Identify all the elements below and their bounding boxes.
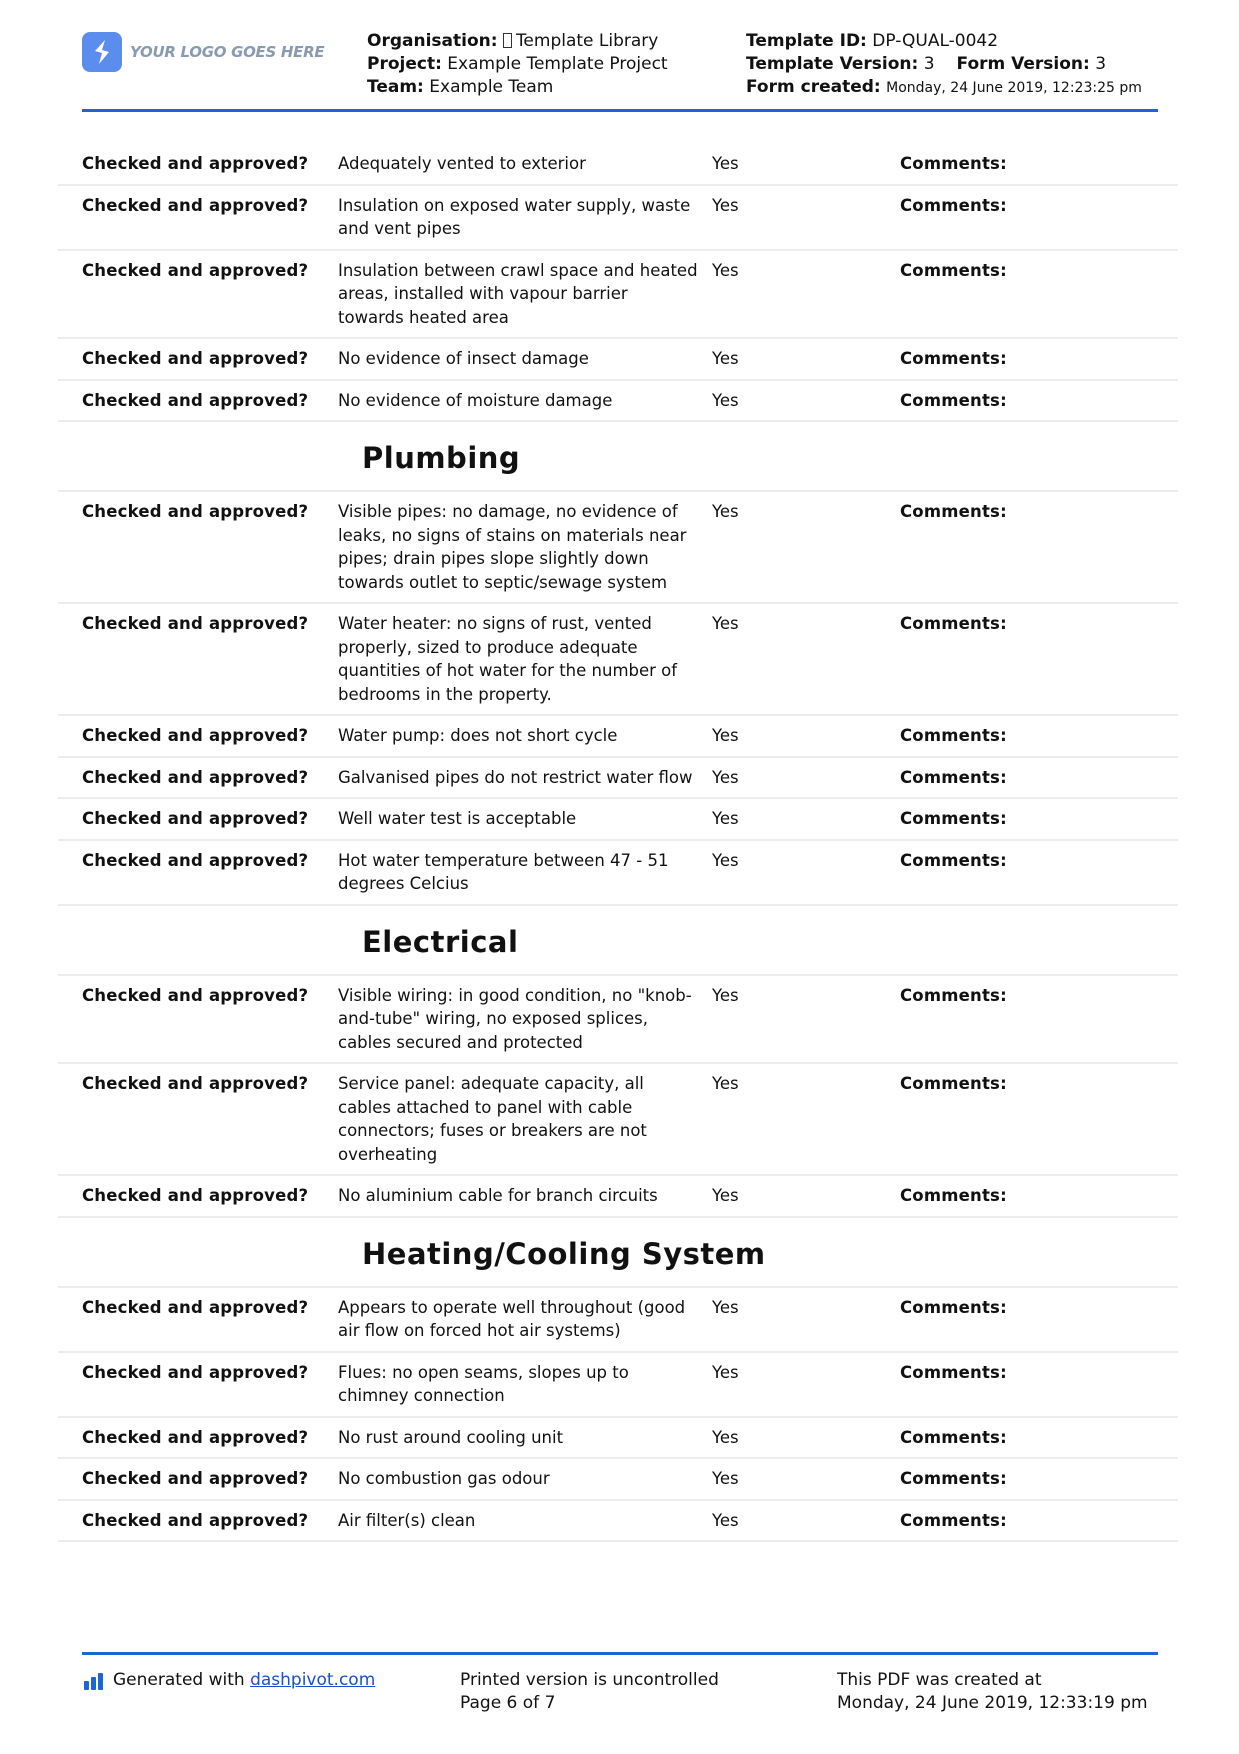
checklist-group-electrical	[58, 978, 1178, 1218]
logo-text: YOUR LOGO GOES HERE	[130, 43, 325, 61]
checklist-row	[58, 253, 1178, 340]
checked-approved-label: Checked and approved?	[82, 1074, 309, 1093]
checked-approved-label: Checked and approved?	[82, 260, 309, 280]
section-heading-row	[58, 424, 1178, 492]
checklist-row	[58, 341, 1178, 381]
checklist-item-text: Insulation between crawl space and heated areas, installed with vapour barrier towards heated area	[338, 260, 698, 327]
checklist-body	[58, 146, 1178, 1544]
template-id-value: DP-QUAL-0042	[872, 31, 999, 51]
checked-approved-label: Checked and approved?	[82, 767, 309, 787]
form-version-value: 3	[1095, 54, 1107, 74]
footer-generated	[84, 1669, 375, 1692]
comments-label: Comments:	[900, 726, 1007, 745]
organisation-label: Organisation:	[367, 31, 498, 51]
checklist-answer: Yes	[712, 1186, 739, 1205]
checklist-row	[58, 494, 1178, 604]
checklist-answer: Yes	[712, 850, 739, 870]
checked-approved-label: Checked and approved?	[82, 154, 309, 173]
comments-label: Comments:	[900, 1469, 1007, 1488]
checklist-answer: Yes	[712, 1510, 739, 1530]
checklist-answer: Yes	[712, 1362, 739, 1382]
checked-approved-label: Checked and approved?	[82, 809, 309, 828]
checked-approved-label: Checked and approved?	[82, 502, 309, 521]
comments-label: Comments:	[900, 809, 1007, 828]
checked-approved-label: Checked and approved?	[82, 1186, 309, 1205]
template-version-label: Template Version:	[746, 54, 919, 74]
comments-label: Comments:	[900, 260, 1007, 280]
checklist-answer: Yes	[712, 614, 739, 633]
checklist-row	[58, 718, 1178, 758]
checked-approved-label: Checked and approved?	[82, 195, 309, 215]
checklist-answer: Yes	[712, 349, 739, 368]
section-heading-row	[58, 908, 1178, 976]
checklist-item-text: Air filter(s) clean	[338, 1510, 476, 1530]
project-label: Project:	[367, 54, 442, 74]
section-title-electrical: Electrical	[362, 924, 519, 959]
checked-approved-label: Checked and approved?	[82, 349, 309, 368]
comments-label: Comments:	[900, 1510, 1007, 1530]
comments-label: Comments:	[900, 1186, 1007, 1205]
logo-icon	[82, 32, 122, 72]
checklist-answer: Yes	[712, 809, 739, 828]
checklist-row	[58, 978, 1178, 1065]
checklist-answer: Yes	[712, 260, 739, 280]
checklist-row	[58, 1461, 1178, 1501]
page-number: Page 6 of 7	[460, 1693, 556, 1713]
company-logo	[82, 32, 324, 72]
form-created-label: Form created:	[746, 77, 881, 97]
checked-approved-label: Checked and approved?	[82, 726, 309, 745]
checklist-row	[58, 1420, 1178, 1460]
checklist-item-text: No rust around cooling unit	[338, 1427, 564, 1447]
checklist-answer: Yes	[712, 726, 739, 745]
checked-approved-label: Checked and approved?	[82, 850, 309, 870]
checklist-row	[58, 760, 1178, 800]
pdf-created-date: Monday, 24 June 2019, 12:33:19 pm	[837, 1693, 1148, 1713]
checklist-row	[58, 1178, 1178, 1218]
comments-label: Comments:	[900, 850, 1007, 870]
header-template-info	[746, 30, 1142, 100]
checklist-group-heating	[58, 1290, 1178, 1543]
checklist-item-text: Galvanised pipes do not restrict water flow	[338, 767, 693, 787]
checklist-item-text: No combustion gas odour	[338, 1469, 550, 1488]
dashpivot-icon	[84, 1672, 105, 1690]
checklist-item-text: No evidence of moisture damage	[338, 390, 613, 410]
checklist-item-text: Hot water temperature between 47 - 51 degrees Celcius	[338, 850, 669, 893]
comments-label: Comments:	[900, 195, 1007, 215]
checklist-item-text: Insulation on exposed water supply, waste and vent pipes	[338, 195, 691, 238]
footer-created	[837, 1669, 1148, 1715]
checklist-item-text: Visible pipes: no damage, no evidence of leaks, no signs of stains on materials near pipes; drain pipes slope slightly down towards outlet to septic/sewage system	[338, 502, 687, 592]
comments-label: Comments:	[900, 985, 1007, 1005]
checked-approved-label: Checked and approved?	[82, 1510, 309, 1530]
checklist-row	[58, 1355, 1178, 1418]
checklist-item-text: Well water test is acceptable	[338, 809, 577, 828]
checklist-item-text: No aluminium cable for branch circuits	[338, 1186, 658, 1205]
checked-approved-label: Checked and approved?	[82, 390, 309, 410]
section-title-plumbing: Plumbing	[362, 441, 521, 475]
checked-approved-label: Checked and approved?	[82, 1362, 309, 1382]
template-id-label: Template ID:	[746, 31, 867, 51]
comments-label: Comments:	[900, 614, 1007, 633]
section-title-heating: Heating/Cooling System	[362, 1236, 766, 1271]
checklist-row	[58, 606, 1178, 716]
checklist-row	[58, 843, 1178, 906]
comments-label: Comments:	[900, 154, 1007, 173]
form-created-value: Monday, 24 June 2019, 12:23:25 pm	[886, 80, 1142, 96]
checklist-answer: Yes	[712, 985, 739, 1005]
header-project-info	[367, 30, 668, 99]
checklist-answer: Yes	[712, 154, 739, 173]
checklist-row	[58, 188, 1178, 251]
checklist-answer: Yes	[712, 1074, 739, 1093]
checked-approved-label: Checked and approved?	[82, 1297, 309, 1317]
comments-label: Comments:	[900, 1427, 1007, 1447]
team-label: Team:	[367, 77, 424, 97]
organisation-value: Template Library	[515, 31, 659, 51]
missing-glyph-icon	[503, 33, 512, 48]
checklist-row	[58, 1503, 1178, 1543]
checklist-answer: Yes	[712, 195, 739, 215]
team-value: Example Team	[429, 77, 554, 97]
form-version-label: Form Version:	[956, 54, 1090, 74]
checklist-item-text: No evidence of insect damage	[338, 349, 589, 368]
checklist-item-text: Flues: no open seams, slopes up to chimney connection	[338, 1362, 629, 1405]
checklist-row	[58, 146, 1178, 186]
checklist-row	[58, 801, 1178, 841]
checklist-item-text: Visible wiring: in good condition, no "knob-and-tube" wiring, no exposed splices, cables secured and protected	[338, 985, 692, 1052]
checked-approved-label: Checked and approved?	[82, 1469, 309, 1488]
checked-approved-label: Checked and approved?	[82, 985, 309, 1005]
comments-label: Comments:	[900, 1297, 1007, 1317]
checklist-answer: Yes	[712, 1469, 739, 1488]
checklist-row	[58, 383, 1178, 423]
generated-prefix: Generated with	[113, 1670, 245, 1690]
checklist-item-text: Service panel: adequate capacity, all cables attached to panel with cable connectors; fuses or breakers are not overheating	[338, 1074, 647, 1164]
comments-label: Comments:	[900, 349, 1007, 368]
dashpivot-link[interactable]: dashpivot.com	[250, 1670, 376, 1690]
footer-uncontrolled	[460, 1669, 719, 1715]
checked-approved-label: Checked and approved?	[82, 1427, 309, 1447]
page-header	[82, 0, 1158, 112]
checklist-answer: Yes	[712, 390, 739, 410]
template-version-value: 3	[923, 54, 935, 74]
section-heading-row	[58, 1220, 1178, 1288]
checklist-item-text: Water pump: does not short cycle	[338, 726, 618, 745]
checklist-group-general	[58, 146, 1178, 422]
checklist-row	[58, 1066, 1178, 1176]
checklist-answer: Yes	[712, 502, 739, 521]
checklist-item-text: Adequately vented to exterior	[338, 154, 586, 173]
comments-label: Comments:	[900, 390, 1007, 410]
comments-label: Comments:	[900, 1074, 1007, 1093]
uncontrolled-notice: Printed version is uncontrolled	[460, 1670, 719, 1690]
page-footer	[82, 1652, 1158, 1713]
checklist-item-text: Appears to operate well throughout (good air flow on forced hot air systems)	[338, 1297, 686, 1340]
pdf-created-label: This PDF was created at	[837, 1670, 1042, 1690]
checked-approved-label: Checked and approved?	[82, 614, 309, 633]
checklist-answer: Yes	[712, 767, 739, 787]
comments-label: Comments:	[900, 767, 1007, 787]
checklist-group-plumbing	[58, 494, 1178, 906]
comments-label: Comments:	[900, 502, 1007, 521]
checklist-row	[58, 1290, 1178, 1353]
checklist-answer: Yes	[712, 1427, 739, 1447]
checklist-item-text: Water heater: no signs of rust, vented properly, sized to produce adequate quantities of hot water for the number of bedrooms in the property.	[338, 614, 678, 704]
comments-label: Comments:	[900, 1362, 1007, 1382]
project-value: Example Template Project	[447, 54, 668, 74]
checklist-answer: Yes	[712, 1297, 739, 1317]
